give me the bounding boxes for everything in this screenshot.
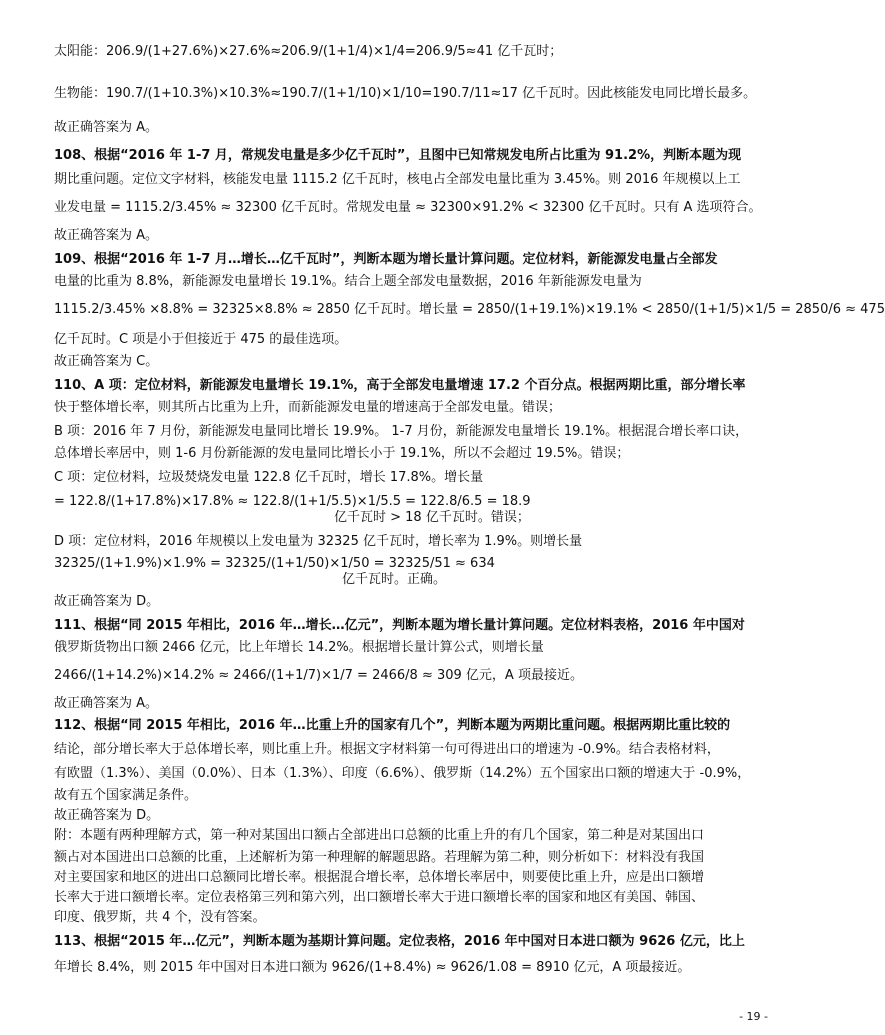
text-line: 对主要国家和地区的进出口总额同比增长率。根据混合增长率，总体增长率居中，则要使比重上升，应是出口额增 [54, 870, 705, 885]
text-line: 额占对本国进出口总额的比重，上述解析为第一种理解的解题思路。若理解为第二种，则分析如下：材料没有我国 [54, 850, 705, 865]
text-line: D 项：定位材料，2016 年规模以上发电量为 32325 亿千瓦时，增长率为 1.9%。则增长量 [54, 534, 583, 549]
page-number: - 19 - [739, 1010, 768, 1023]
text-line: 亿千瓦时 > 18 亿千瓦时。错误； [334, 510, 530, 525]
text-line: 故正确答案为 A。 [54, 120, 159, 135]
text-line: 快于整体增长率，则其所占比重为上升，而新能源发电量的增速高于全部发电量。错误； [54, 400, 562, 415]
text-line: 1115.2/3.45% ×8.8% = 32325×8.8% ≈ 2850 亿千瓦时。增长量 = 2850/(1+19.1%)×19.1% < 2850/(1+1/5)×1/5 = 2850/6 ≈ 475 [54, 302, 885, 317]
text-line: 印度、俄罗斯，共 4 个，没有答案。 [54, 910, 266, 925]
text-line: 故有五个国家满足条件。 [54, 788, 198, 803]
text-line: 故正确答案为 A。 [54, 228, 159, 243]
text-line: 故正确答案为 D。 [54, 594, 160, 609]
question-heading-line: 111、根据“同 2015 年相比，2016 年…增长…亿元”，判断本题为增长量计算问题。定位材料表格，2016 年中国对 [54, 618, 745, 633]
question-heading-line: 109、根据“2016 年 1-7 月…增长…亿千瓦时”，判断本题为增长量计算问题。定位材料，新能源发电量占全部发 [54, 252, 718, 267]
text-line: 总体增长率居中，则 1-6 月份新能源的发电量同比增长小于 19.1%，所以不会超过 19.5%。错误； [54, 446, 630, 461]
text-line: 亿千瓦时。正确。 [342, 572, 447, 587]
text-line: 附：本题有两种理解方式，第一种对某国出口额占全部进出口总额的比重上升的有几个国家，第二种是对某国出口 [54, 828, 705, 843]
question-heading-line: 113、根据“2015 年…亿元”，判断本题为基期计算问题。定位表格，2016 年中国对日本进口额为 9626 亿元，比上 [54, 934, 745, 949]
text-line: B 项：2016 年 7 月份，新能源发电量同比增长 19.9%。 1-7 月份，新能源发电量增长 19.1%。根据混合增长率口诀， [54, 424, 749, 439]
question-heading-line: 110、A 项：定位材料，新能源发电量增长 19.1%，高于全部发电量增速 17.2 个百分点。根据两期比重，部分增长率 [54, 378, 746, 393]
text-line: 业发电量 = 1115.2/3.45% ≈ 32300 亿千瓦时。常规发电量 ≈ 32300×91.2% < 32300 亿千瓦时。只有 A 选项符合。 [54, 200, 762, 215]
text-line: 期比重问题。定位文字材料，核能发电量 1115.2 亿千瓦时，核电占全部发电量比重为 3.45%。则 2016 年规模以上工 [54, 172, 741, 187]
text-line: 结论，部分增长率大于总体增长率，则比重上升。根据文字材料第一句可得进出口的增速为 -0.9%。结合表格材料， [54, 742, 720, 757]
text-line: 亿千瓦时。C 项是小于但接近于 475 的最佳选项。 [54, 332, 348, 347]
text-line: 电量的比重为 8.8%，新能源发电量增长 19.1%。结合上题全部发电量数据，2016 年新能源发电量为 [54, 274, 642, 289]
text-line: 32325/(1+1.9%)×1.9% = 32325/(1+1/50)×1/50 = 32325/51 ≈ 634 [54, 556, 495, 571]
text-line: 长率大于进口额增长率。定位表格第三列和第六列，出口额增长率大于进口额增长率的国家和地区有美国、韩国、 [54, 890, 705, 905]
text-line: C 项：定位材料，垃圾焚烧发电量 122.8 亿千瓦时，增长 17.8%。增长量 [54, 470, 484, 485]
text-line: 2466/(1+14.2%)×14.2% ≈ 2466/(1+1/7)×1/7 = 2466/8 ≈ 309 亿元，A 项最接近。 [54, 668, 583, 683]
text-line: 有欧盟（1.3%）、美国（0.0%）、日本（1.3%）、印度（6.6%）、俄罗斯（14.2%）五个国家出口额的增速大于 -0.9%， [54, 766, 751, 781]
text-line: 太阳能：206.9/(1+27.6%)×27.6%≈206.9/(1+1/4)×1/4=206.9/5≈41 亿千瓦时； [54, 44, 563, 59]
text-line: 故正确答案为 A。 [54, 696, 159, 711]
text-line: 故正确答案为 D。 [54, 808, 160, 823]
text-line: 年增长 8.4%，则 2015 年中国对日本进口额为 9626/(1+8.4%) ≈ 9626/1.08 = 8910 亿元，A 项最接近。 [54, 960, 691, 975]
text-line: 故正确答案为 C。 [54, 354, 159, 369]
question-heading-line: 112、根据“同 2015 年相比，2016 年…比重上升的国家有几个”，判断本题为两期比重问题。根据两期比重比较的 [54, 718, 731, 733]
text-line: 俄罗斯货物出口额 2466 亿元，比上年增长 14.2%。根据增长量计算公式，则增长量 [54, 640, 544, 655]
text-line: 生物能：190.7/(1+10.3%)×10.3%≈190.7/(1+1/10)×1/10=190.7/11≈17 亿千瓦时。因此核能发电同比增长最多。 [54, 86, 757, 101]
question-heading-line: 108、根据“2016 年 1-7 月，常规发电量是多少亿千瓦时”，且图中已知常规发电所占比重为 91.2%，判断本题为现 [54, 148, 742, 163]
text-line: = 122.8/(1+17.8%)×17.8% ≈ 122.8/(1+1/5.5)×1/5.5 = 122.8/6.5 = 18.9 [54, 494, 531, 509]
